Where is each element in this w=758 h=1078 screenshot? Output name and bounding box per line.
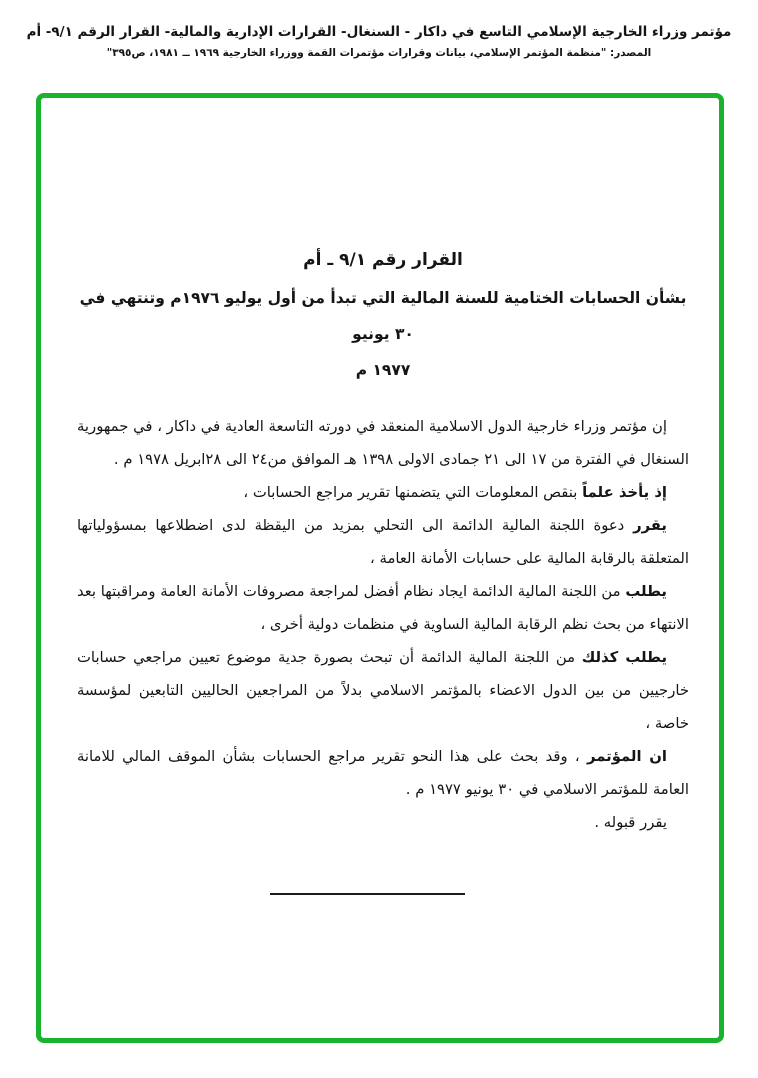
subject-line-2: ١٩٧٧ م xyxy=(355,361,411,379)
paragraph-text: يقرر قبوله . xyxy=(594,814,667,831)
citation-source: المصدر: "منظمة المؤتمر الإسلامي، بيانات وقرارات مؤتمرات القمة ووزراء الخارجية ١٩٦٩ ــ ١٩٨١، ص٣٩٥" xyxy=(106,47,652,59)
end-divider-rule xyxy=(270,893,465,895)
resolution-body xyxy=(77,410,689,839)
paragraph-requests-also xyxy=(77,641,689,740)
paragraph-acceptance xyxy=(77,806,689,839)
paragraph-lead: إذ يأخذ علماً xyxy=(582,484,667,501)
paragraph-preamble xyxy=(77,410,689,476)
document-content xyxy=(41,98,719,895)
paragraph-text: بنقص المعلومات التي يتضمنها تقرير مراجع الحسابات ، xyxy=(243,484,583,501)
document-frame xyxy=(36,93,724,1043)
subject-line-1: بشأن الحسابات الختامية للسنة المالية التي تبدأ من أول يوليو ١٩٧٦م وتنتهي في ٣٠ يونيو xyxy=(79,289,687,343)
citation-title: مؤتمر وزراء الخارجية الإسلامي التاسع في داكار - السنغال- القرارات الإدارية والمالية- القرار الرقم ٩/١- أم xyxy=(26,24,732,40)
paragraph-text: ، وقد بحث على هذا النحو تقرير مراجع الحسابات بشأن الموقف المالي للامانة العامة للمؤتمر الاسلامي في ٣٠ يونيو ١٩٧٧ م . xyxy=(77,748,689,798)
paragraph-text: من اللجنة المالية الدائمة أن تبحث بصورة جدية موضوع تعيين مراجعي حسابات خارجيين من بين الدول الاعضاء بالمؤتمر الاسلامي بدلاً من المراجعين الحاليين التابعين لمؤسسة خاصة ، xyxy=(77,649,689,732)
resolution-number-title: القرار رقم ٩/١ ـ أم xyxy=(303,250,463,270)
paragraph-text: دعوة اللجنة المالية الدائمة الى التحلي بمزيد من اليقظة لدى اضطلاعها بمسؤولياتها المتعلقة بالرقابة المالية على حسابات الأمانة العامة ، xyxy=(77,517,689,567)
paragraph-lead: يطلب xyxy=(625,583,667,600)
paragraph-text: من اللجنة المالية الدائمة ايجاد نظام أفضل لمراجعة مصروفات الأمانة العامة ومراقبتها بعد الانتهاء من بحث نظم الرقابة المالية الساوية في منظمات دولية أخرى ، xyxy=(77,583,689,633)
paragraph-decides xyxy=(77,509,689,575)
paragraph-lead: ان المؤتمر xyxy=(587,748,668,765)
citation-header xyxy=(0,24,758,59)
paragraph-conference xyxy=(77,740,689,806)
paragraph-text: إن مؤتمر وزراء خارجية الدول الاسلامية المنعقد في دورته التاسعة العادية في داكار ، في جمهورية السنغال في الفترة من ١٧ الى ٢١ جمادى الاولى ١٣٩٨ هـ الموافق من٢٤ الى ٢٨ابريل ١٩٧٨ م . xyxy=(77,418,689,468)
paragraph-lead: يقرر xyxy=(633,517,667,534)
paragraph-lead: يطلب كذلك xyxy=(581,649,668,666)
resolution-subject-title xyxy=(77,280,689,388)
paragraph-noting xyxy=(77,476,689,509)
paragraph-requests xyxy=(77,575,689,641)
